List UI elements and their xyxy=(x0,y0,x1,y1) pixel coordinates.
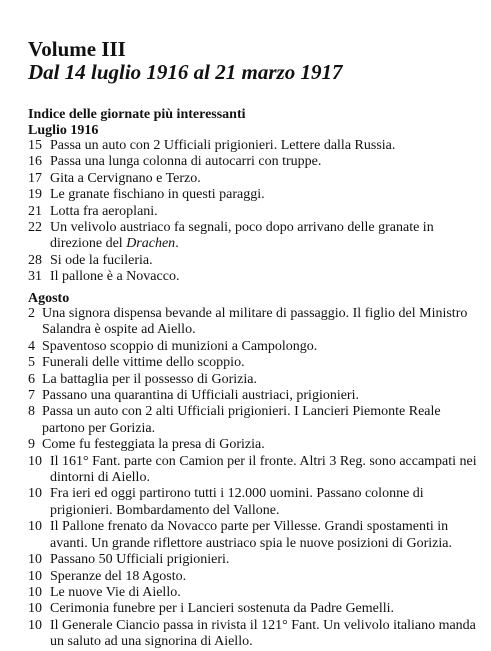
list-item xyxy=(28,171,483,187)
entry-text: Le granate fischiano in questi paraggi. xyxy=(50,187,265,203)
list-item xyxy=(28,355,483,371)
list-item xyxy=(28,339,483,355)
entry-text: Passano 50 Ufficiali prigionieri. xyxy=(50,552,230,568)
entry-day: 5 xyxy=(28,355,35,371)
entry-text: Passano una quarantina di Ufficiali austriaci, prigionieri. xyxy=(42,388,359,404)
entry-text: Le nuove Vie di Aiello. xyxy=(50,584,181,600)
list-item xyxy=(28,306,483,339)
list-item xyxy=(28,454,483,487)
entry-text: Come fu festeggiata la presa di Gorizia. xyxy=(42,437,265,453)
entry-list-agosto xyxy=(28,306,483,651)
list-item xyxy=(28,569,483,585)
entry-text: Lotta fra aeroplani. xyxy=(50,203,158,219)
list-item xyxy=(28,253,483,269)
entry-day: 8 xyxy=(28,404,35,420)
list-item xyxy=(28,187,483,203)
entry-text: Gita a Cervignano e Terzo. xyxy=(50,170,201,186)
entry-text: Passa un auto con 2 alti Ufficiali prigionieri. I Lancieri Piemonte Reale partono per Gorizia. xyxy=(42,404,441,436)
entry-text: Il Pallone frenato da Novacco parte per Villesse. Grandi spostamenti in avanti. Un grande riflettore austriaco spia le nuove posizioni di Gorizia. xyxy=(50,519,452,551)
entry-text: Fra ieri ed oggi partirono tutti i 12.000 uomini. Passano colonne di prigionieri. Bombardamento del Vallone. xyxy=(50,486,424,518)
entry-text: La battaglia per il possesso di Gorizia. xyxy=(42,371,257,387)
list-item xyxy=(28,138,483,154)
index-heading: Indice delle giornate più interessanti xyxy=(28,107,246,122)
list-item xyxy=(28,585,483,601)
entry-text: Il Generale Ciancio passa in rivista il 121° Fant. Un velivolo italiano manda un saluto ad una signorina di Aiello. xyxy=(50,617,476,650)
list-item xyxy=(28,372,483,388)
list-item xyxy=(28,486,483,519)
list-item xyxy=(28,519,483,552)
entry-day: 10 xyxy=(28,552,42,568)
list-item xyxy=(28,220,483,253)
entry-day: 19 xyxy=(28,187,42,203)
entry-day: 21 xyxy=(28,203,42,219)
entry-day: 10 xyxy=(28,601,42,617)
entry-text: Funerali delle vittime dello scoppio. xyxy=(42,355,245,371)
list-item xyxy=(28,552,483,568)
entry-day: 7 xyxy=(28,388,35,404)
entry-list-luglio xyxy=(28,138,483,286)
entry-text-after: . xyxy=(175,236,179,252)
entry-text: Un velivolo austriaco fa segnali, poco dopo arrivano delle granate in direzione del xyxy=(50,220,434,252)
entry-text: Cerimonia funebre per i Lancieri sostenuta da Padre Gemelli. xyxy=(50,601,395,617)
entry-day: 4 xyxy=(28,338,35,354)
month-heading-luglio: Luglio 1916 xyxy=(28,123,99,138)
entry-day: 10 xyxy=(28,486,42,502)
entry-day: 15 xyxy=(28,138,42,153)
entry-day: 17 xyxy=(28,170,42,186)
entry-day: 10 xyxy=(28,584,42,600)
list-item xyxy=(28,269,483,285)
entry-day: 10 xyxy=(28,617,42,633)
list-item xyxy=(28,618,483,651)
entry-text: Passa un auto con 2 Ufficiali prigionieri. Lettere dalla Russia. xyxy=(50,138,396,153)
month-heading-agosto: Agosto xyxy=(28,291,70,306)
entry-day: 10 xyxy=(28,519,42,535)
entry-text-italic: Drachen xyxy=(126,236,176,252)
entry-text: Si ode la fucileria. xyxy=(50,252,153,268)
entry-text: Il pallone è a Novacco. xyxy=(50,269,180,285)
entry-day: 22 xyxy=(28,220,42,236)
list-item xyxy=(28,204,483,220)
entry-text: Speranze del 18 Agosto. xyxy=(50,568,187,584)
list-item xyxy=(28,437,483,453)
list-item xyxy=(28,154,483,170)
entry-text-block xyxy=(50,220,483,253)
volume-title: Volume III xyxy=(28,37,126,61)
entry-day: 31 xyxy=(28,269,42,285)
entry-day: 28 xyxy=(28,252,42,268)
entry-day: 6 xyxy=(28,371,35,387)
entry-text: Una signora dispensa bevande al militare di passaggio. Il figlio del Ministro Salandra è ospite ad Aiello. xyxy=(42,306,468,338)
entry-day: 9 xyxy=(28,437,35,453)
entry-text: Spaventoso scoppio di munizioni a Campolongo. xyxy=(42,338,318,354)
entry-day: 2 xyxy=(28,306,35,321)
list-item xyxy=(28,388,483,404)
entry-text: Passa una lunga colonna di autocarri con truppe. xyxy=(50,154,322,170)
list-item xyxy=(28,601,483,617)
entry-day: 10 xyxy=(28,453,42,469)
list-item xyxy=(28,404,483,437)
entry-day: 16 xyxy=(28,154,42,170)
date-range: Dal 14 luglio 1916 al 21 marzo 1917 xyxy=(28,60,343,84)
entry-text: Il 161° Fant. parte con Camion per il fronte. Altri 3 Reg. sono accampati nei dintorni di Aiello. xyxy=(50,453,477,486)
entry-day: 10 xyxy=(28,568,42,584)
